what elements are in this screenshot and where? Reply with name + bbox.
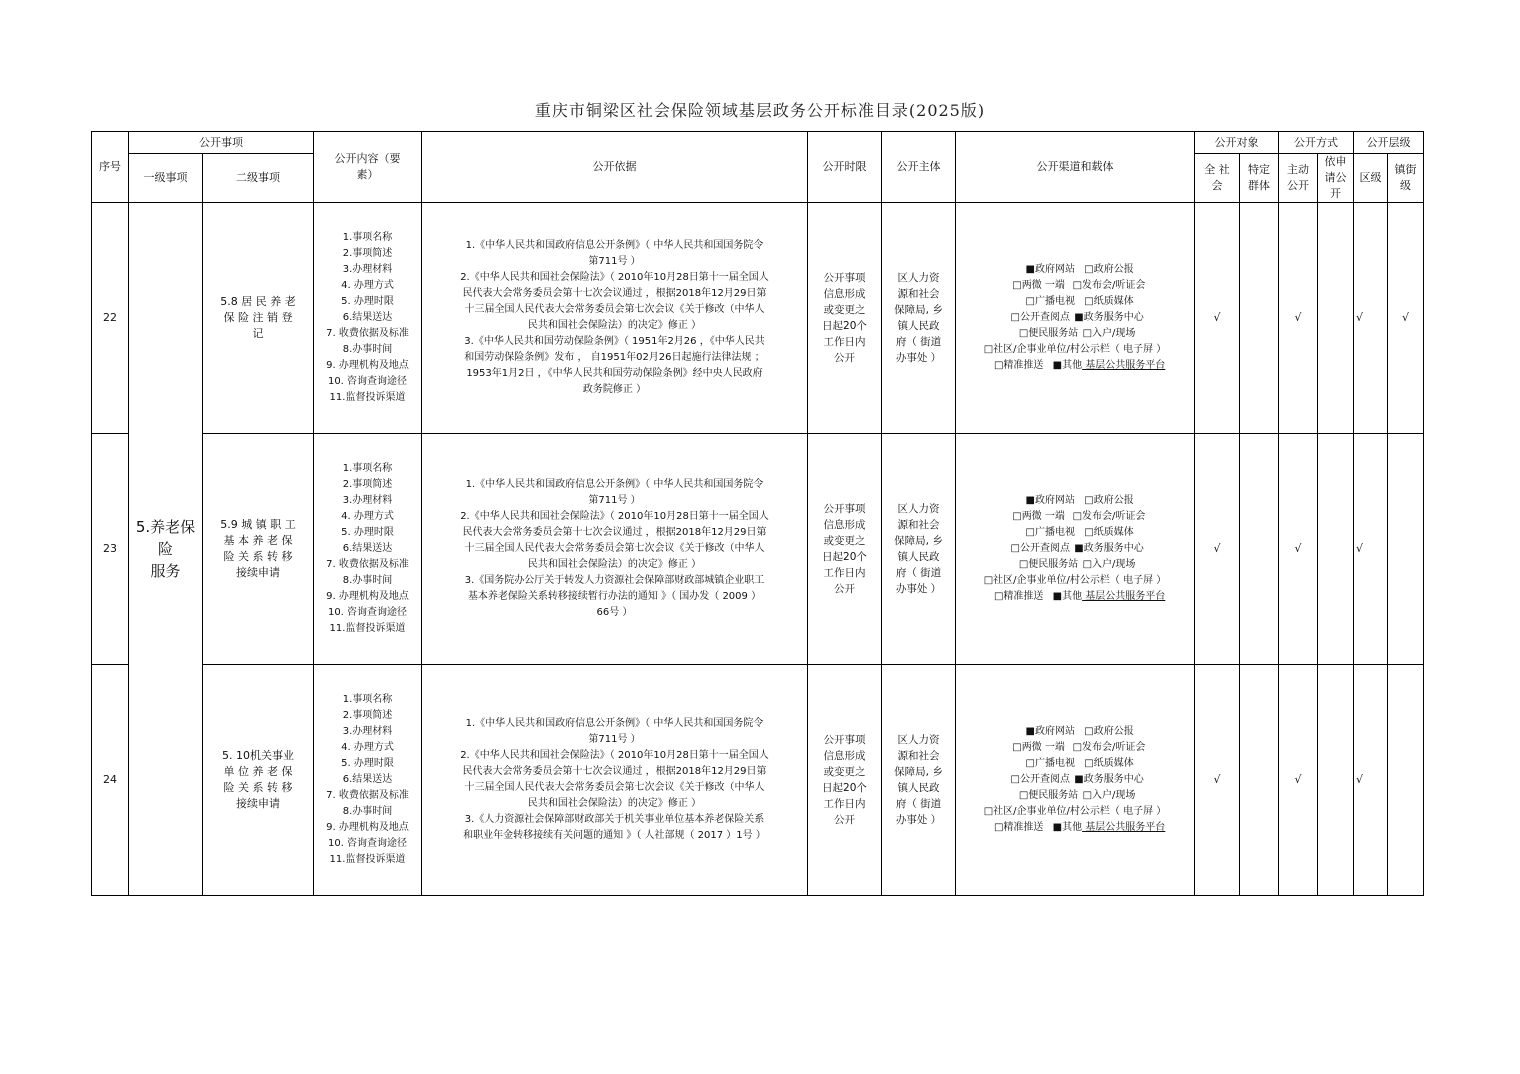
basis-line: 第711号 ） xyxy=(588,256,641,267)
subject-line: 府（ 街道 xyxy=(895,567,942,579)
channel-community: □社区/企事业单位/村公示栏（ 电子屏 ） xyxy=(983,575,1167,586)
content-line: 2.事项简述 xyxy=(342,479,393,490)
time-limit-line: 日起20个 xyxy=(822,782,867,794)
time-limit-line: 公开 xyxy=(834,814,855,826)
level2-line: 接续申请 xyxy=(236,797,280,810)
header-target: 公开对象 xyxy=(1195,132,1279,154)
content-line: 5. 办理时限 xyxy=(341,527,394,538)
subject-line: 保障局, 乡 xyxy=(894,535,943,547)
method-active-mark: √ xyxy=(1279,203,1318,434)
header-method-active xyxy=(1279,154,1318,203)
content-line: 1.事项名称 xyxy=(342,232,393,243)
level1-item xyxy=(129,203,203,896)
basis-line: 3.《人力资源社会保障部财政部关于机关事业单位基本养老保险关系 xyxy=(464,814,765,825)
time-limit-line: 或变更之 xyxy=(823,304,866,316)
public-subject xyxy=(882,434,956,665)
method-active-mark: √ xyxy=(1279,665,1318,896)
level-town-mark xyxy=(1388,665,1424,896)
level2-line: 接续申请 xyxy=(236,566,280,579)
basis-line: 3.《国务院办公厅关于转发人力资源社会保障部财政部城镇企业职工 xyxy=(464,575,765,586)
channel-line xyxy=(956,589,1194,605)
level-town-mark: √ xyxy=(1388,203,1424,434)
basis-line: 十三届全国人民代表大会常务委员会第七次会议《关于修改（中华人 xyxy=(464,782,765,793)
channels xyxy=(956,203,1195,434)
channel-option: □广播电视 xyxy=(1025,527,1075,538)
level2-line: 5.8 居 民 养 老 xyxy=(220,295,296,308)
level2-item xyxy=(203,434,314,665)
level2-line: 保 险 注 销 登 xyxy=(223,311,293,324)
time-limit xyxy=(808,665,882,896)
row-seq: 23 xyxy=(92,434,129,665)
level-town-mark xyxy=(1388,434,1424,665)
channel-line xyxy=(956,772,1194,788)
channel-option: □发布会/听证会 xyxy=(1072,280,1146,291)
time-limit-line: 公开事项 xyxy=(823,734,866,746)
basis-line: 1.《中华人民共和国政府信息公开条例》（ 中华人民共和国国务院令 xyxy=(465,240,764,251)
channel-option: □纸质媒体 xyxy=(1084,758,1134,769)
subject-line: 保障局, 乡 xyxy=(894,766,943,778)
method-request-mark xyxy=(1318,434,1354,665)
level1-line: 5.养老保 xyxy=(135,518,196,536)
header-level2: 二级事项 xyxy=(203,154,314,203)
channel-line xyxy=(956,358,1194,374)
channel-option: □政府公报 xyxy=(1084,495,1134,506)
channel-option: ■政务服务中心 xyxy=(1074,774,1144,785)
level-district-mark: √ xyxy=(1354,665,1388,896)
channel-line xyxy=(956,278,1194,294)
content-line: 9. 办理机构及地点 xyxy=(326,822,409,833)
basis-line: 民共和国社会保险法）的决定》修正 ） xyxy=(527,320,702,331)
subject-line: 办事处 ） xyxy=(895,583,942,595)
page-title: 重庆市铜梁区社会保险领域基层政务公开标准目录(2025版) xyxy=(534,101,986,120)
target-specific-mark xyxy=(1240,203,1279,434)
time-limit-line: 工作日内 xyxy=(823,336,866,348)
channel-option: ■政府网站 xyxy=(1025,495,1075,506)
basis-line: 2.《中华人民共和国社会保险法》（ 2010年10月28日第十一届全国人 xyxy=(460,272,769,283)
content-line: 5. 办理时限 xyxy=(341,758,394,769)
channel-option: □公开查阅点 xyxy=(1010,543,1070,554)
level2-line: 记 xyxy=(252,327,264,340)
content-line: 3.办理材料 xyxy=(342,264,393,275)
time-limit-line: 日起20个 xyxy=(822,551,867,563)
content-elements xyxy=(314,434,422,665)
header-level-town xyxy=(1388,154,1424,203)
header-method-request xyxy=(1318,154,1354,203)
level2-line: 单 位 养 老 保 xyxy=(223,765,293,778)
channel-option: □两微 一端 xyxy=(1012,511,1065,522)
method-active-mark: √ xyxy=(1279,434,1318,665)
channel-option: □广播电视 xyxy=(1025,296,1075,307)
subject-line: 镇人民政 xyxy=(897,551,940,563)
target-all-mark: √ xyxy=(1195,434,1240,665)
channel-line xyxy=(956,724,1194,740)
time-limit-line: 工作日内 xyxy=(823,567,866,579)
subject-line: 区人力资 xyxy=(897,734,940,746)
header-public-matter: 公开事项 xyxy=(129,132,314,154)
channel-option: □精准推送 xyxy=(993,822,1044,833)
header-subject: 公开主体 xyxy=(882,132,956,203)
content-line: 1.事项名称 xyxy=(342,463,393,474)
channels xyxy=(956,434,1195,665)
header-content xyxy=(314,132,422,203)
content-line: 10. 咨询查询途径 xyxy=(327,607,408,618)
target-specific-mark xyxy=(1240,434,1279,665)
channel-line xyxy=(956,788,1194,804)
basis-line: 和职业年金转移接续有关问题的通知 》（ 人社部规（ 2017 ）1号 ） xyxy=(463,830,766,841)
table-row xyxy=(92,665,1424,896)
legal-basis xyxy=(422,665,808,896)
target-specific-mark xyxy=(1240,665,1279,896)
header-seq: 序号 xyxy=(92,132,129,203)
content-line: 7. 收费依据及标准 xyxy=(326,328,409,339)
subject-line: 源和社会 xyxy=(897,519,940,531)
header-method-request-label: 依申请公开 xyxy=(1324,155,1347,200)
time-limit-line: 或变更之 xyxy=(823,766,866,778)
channel-other-value: 基层公共服务平台 xyxy=(1082,822,1166,833)
header-level-town-label: 镇街级 xyxy=(1394,163,1417,192)
content-line: 8.办事时间 xyxy=(342,575,393,586)
header-target-all-label: 全 社 会 xyxy=(1204,163,1230,192)
header-target-specific-label: 特定群体 xyxy=(1248,163,1270,192)
channel-option: □便民服务站 xyxy=(1018,328,1079,339)
channel-option: □精准推送 xyxy=(993,360,1044,371)
time-limit-line: 信息形成 xyxy=(823,288,866,300)
content-line: 5. 办理时限 xyxy=(341,296,394,307)
basis-line: 基本养老保险关系转移接续暂行办法的通知 》（ 国办发（ 2009 ） xyxy=(467,591,762,602)
time-limit-line: 公开事项 xyxy=(823,503,866,515)
channel-option: □便民服务站 xyxy=(1018,559,1079,570)
basis-line: 民代表大会常务委员会第十七次会议通过 ，根据2018年12月29日第 xyxy=(462,288,767,299)
level-district-mark: √ xyxy=(1354,203,1388,434)
channel-line xyxy=(956,557,1194,573)
header-level: 公开层级 xyxy=(1354,132,1424,154)
channel-line xyxy=(956,262,1194,278)
legal-basis xyxy=(422,203,808,434)
level2-line: 险 关 系 转 移 xyxy=(223,781,293,794)
level2-line: 险 关 系 转 移 xyxy=(223,550,293,563)
method-request-mark xyxy=(1318,203,1354,434)
channel-line xyxy=(956,541,1194,557)
channel-line xyxy=(956,509,1194,525)
content-line: 1.事项名称 xyxy=(342,694,393,705)
legal-basis xyxy=(422,434,808,665)
time-limit-line: 工作日内 xyxy=(823,798,866,810)
channel-option: ■其他 xyxy=(1052,822,1083,833)
content-line: 2.事项简述 xyxy=(342,710,393,721)
time-limit-line: 日起20个 xyxy=(822,320,867,332)
row-seq: 22 xyxy=(92,203,129,434)
content-elements xyxy=(314,665,422,896)
channel-other-value: 基层公共服务平台 xyxy=(1082,360,1166,371)
channel-line xyxy=(956,740,1194,756)
basis-line: 1.《中华人民共和国政府信息公开条例》（ 中华人民共和国国务院令 xyxy=(465,479,764,490)
channel-line xyxy=(956,525,1194,541)
content-line: 2.事项简述 xyxy=(342,248,393,259)
basis-line: 第711号 ） xyxy=(588,734,641,745)
channel-option: □纸质媒体 xyxy=(1084,296,1134,307)
content-line: 3.办理材料 xyxy=(342,495,393,506)
basis-line: 民代表大会常务委员会第十七次会议通过 ，根据2018年12月29日第 xyxy=(462,766,767,777)
level2-item xyxy=(203,203,314,434)
subject-line: 源和社会 xyxy=(897,288,940,300)
channel-option: □入户/现场 xyxy=(1082,328,1136,339)
channel-option: ■政府网站 xyxy=(1025,726,1075,737)
level1-line: 险 xyxy=(157,540,173,558)
header-content-label: 公开内容（要素） xyxy=(334,152,401,181)
content-line: 7. 收费依据及标准 xyxy=(326,790,409,801)
time-limit-line: 公开事项 xyxy=(823,272,866,284)
channels xyxy=(956,665,1195,896)
channel-option: □精准推送 xyxy=(993,591,1044,602)
channel-line xyxy=(956,493,1194,509)
time-limit xyxy=(808,434,882,665)
channel-option: ■政府网站 xyxy=(1025,264,1075,275)
header-target-specific xyxy=(1240,154,1279,203)
basis-line: 政务院修正 ） xyxy=(582,384,647,395)
header-target-all xyxy=(1195,154,1240,203)
channel-option: □纸质媒体 xyxy=(1084,527,1134,538)
channel-option: ■政务服务中心 xyxy=(1074,543,1144,554)
channel-option: □便民服务站 xyxy=(1018,790,1079,801)
time-limit-line: 或变更之 xyxy=(823,535,866,547)
basis-line: 2.《中华人民共和国社会保险法》（ 2010年10月28日第十一届全国人 xyxy=(460,750,769,761)
subject-line: 区人力资 xyxy=(897,272,940,284)
basis-line: 民共和国社会保险法）的决定》修正 ） xyxy=(527,798,702,809)
level2-line: 5.9 城 镇 职 工 xyxy=(220,518,296,531)
header-method-active-label: 主动公开 xyxy=(1287,163,1309,192)
content-line: 6.结果送达 xyxy=(342,774,393,785)
basis-line: 十三届全国人民代表大会常务委员会第七次会议《关于修改（中华人 xyxy=(464,304,765,315)
channel-option: □政府公报 xyxy=(1084,264,1134,275)
channel-line xyxy=(956,756,1194,772)
subject-line: 办事处 ） xyxy=(895,814,942,826)
channel-option: □公开查阅点 xyxy=(1010,312,1070,323)
content-line: 8.办事时间 xyxy=(342,344,393,355)
channel-option: □公开查阅点 xyxy=(1010,774,1070,785)
level2-line: 5. 10机关事业 xyxy=(222,749,294,762)
target-all-mark: √ xyxy=(1195,665,1240,896)
time-limit-line: 公开 xyxy=(834,352,855,364)
subject-line: 府（ 街道 xyxy=(895,798,942,810)
channel-option: □广播电视 xyxy=(1025,758,1075,769)
time-limit-line: 信息形成 xyxy=(823,750,866,762)
basis-line: 2.《中华人民共和国社会保险法》（ 2010年10月28日第十一届全国人 xyxy=(460,511,769,522)
content-line: 10. 咨询查询途径 xyxy=(327,838,408,849)
content-line: 9. 办理机构及地点 xyxy=(326,591,409,602)
channel-option: □入户/现场 xyxy=(1082,790,1136,801)
time-limit-line: 公开 xyxy=(834,583,855,595)
subject-line: 府（ 街道 xyxy=(895,336,942,348)
header-level-district: 区级 xyxy=(1354,154,1388,203)
content-line: 4. 办理方式 xyxy=(341,511,394,522)
content-line: 8.办事时间 xyxy=(342,806,393,817)
channel-line xyxy=(956,326,1194,342)
public-subject xyxy=(882,203,956,434)
public-subject xyxy=(882,665,956,896)
level-district-mark: √ xyxy=(1354,434,1388,665)
subject-line: 镇人民政 xyxy=(897,320,940,332)
table-row xyxy=(92,434,1424,665)
header-basis: 公开依据 xyxy=(422,132,808,203)
content-line: 10. 咨询查询途径 xyxy=(327,376,408,387)
level2-item xyxy=(203,665,314,896)
channel-line xyxy=(956,820,1194,836)
content-line: 4. 办理方式 xyxy=(341,280,394,291)
basis-line: 第711号 ） xyxy=(588,495,641,506)
basis-line: 民共和国社会保险法）的决定》修正 ） xyxy=(527,559,702,570)
content-line: 11.监督投诉渠道 xyxy=(329,854,406,865)
header-level1: 一级事项 xyxy=(129,154,203,203)
subject-line: 源和社会 xyxy=(897,750,940,762)
basis-line: 和国劳动保险条例》发布 ， 自1951年02月26日起施行法律法规 ； xyxy=(464,352,765,363)
basis-line: 1.《中华人民共和国政府信息公开条例》（ 中华人民共和国国务院令 xyxy=(465,718,764,729)
channel-line xyxy=(956,310,1194,326)
header-method: 公开方式 xyxy=(1279,132,1354,154)
time-limit-line: 信息形成 xyxy=(823,519,866,531)
channel-option: □政府公报 xyxy=(1084,726,1134,737)
channel-community: □社区/企事业单位/村公示栏（ 电子屏 ） xyxy=(983,344,1167,355)
catalog-table xyxy=(91,131,1424,896)
header-channels: 公开渠道和载体 xyxy=(956,132,1195,203)
content-line: 6.结果送达 xyxy=(342,312,393,323)
content-line: 11.监督投诉渠道 xyxy=(329,392,406,403)
basis-line: 十三届全国人民代表大会常务委员会第七次会议《关于修改（中华人 xyxy=(464,543,765,554)
subject-line: 办事处 ） xyxy=(895,352,942,364)
level1-line: 服务 xyxy=(150,562,181,580)
header-row-1 xyxy=(92,132,1424,154)
basis-line: 3.《中华人民共和国劳动保险条例》（ 1951年2月26 ，《中华人民共 xyxy=(464,336,765,347)
content-line: 11.监督投诉渠道 xyxy=(329,623,406,634)
basis-line: 66号 ） xyxy=(596,607,633,618)
content-line: 3.办理材料 xyxy=(342,726,393,737)
basis-line: 民代表大会常务委员会第十七次会议通过 ，根据2018年12月29日第 xyxy=(462,527,767,538)
subject-line: 区人力资 xyxy=(897,503,940,515)
header-time-limit: 公开时限 xyxy=(808,132,882,203)
channel-option: □发布会/听证会 xyxy=(1072,511,1146,522)
channel-line xyxy=(956,294,1194,310)
row-seq: 24 xyxy=(92,665,129,896)
content-line: 7. 收费依据及标准 xyxy=(326,559,409,570)
channel-option: ■其他 xyxy=(1052,360,1083,371)
subject-line: 保障局, 乡 xyxy=(894,304,943,316)
content-line: 4. 办理方式 xyxy=(341,742,394,753)
basis-line: 1953年1月2日 ，《中华人民共和国劳动保险条例》经中央人民政府 xyxy=(466,368,763,379)
table-row xyxy=(92,203,1424,434)
channel-other-value: 基层公共服务平台 xyxy=(1082,591,1166,602)
level2-line: 基 本 养 老 保 xyxy=(223,534,293,547)
content-elements xyxy=(314,203,422,434)
content-line: 9. 办理机构及地点 xyxy=(326,360,409,371)
channel-option: □入户/现场 xyxy=(1082,559,1136,570)
method-request-mark xyxy=(1318,665,1354,896)
channel-option: □发布会/听证会 xyxy=(1072,742,1146,753)
channel-option: ■政务服务中心 xyxy=(1074,312,1144,323)
time-limit xyxy=(808,203,882,434)
content-line: 6.结果送达 xyxy=(342,543,393,554)
subject-line: 镇人民政 xyxy=(897,782,940,794)
target-all-mark: √ xyxy=(1195,203,1240,434)
channel-option: ■其他 xyxy=(1052,591,1083,602)
channel-option: □两微 一端 xyxy=(1012,742,1065,753)
channel-community: □社区/企事业单位/村公示栏（ 电子屏 ） xyxy=(983,806,1167,817)
channel-option: □两微 一端 xyxy=(1012,280,1065,291)
